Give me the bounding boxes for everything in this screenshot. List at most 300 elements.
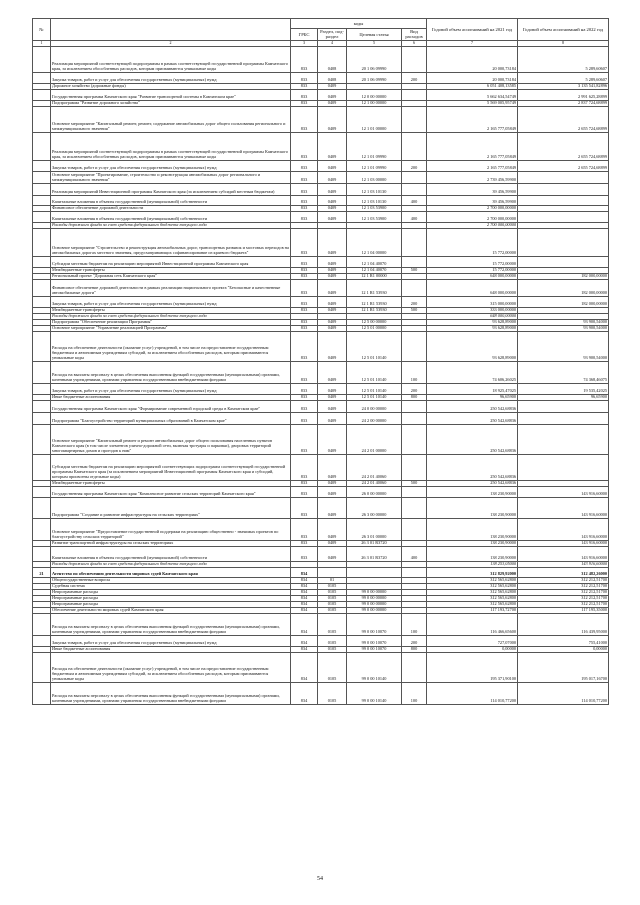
table-row: [33, 400, 609, 412]
row-amount-2022: 114 010,77200: [518, 682, 609, 704]
row-razdel: 0409: [318, 273, 347, 279]
row-description: Капитальные вложения в объекты государственной (муниципальной) собственности: [51, 195, 291, 205]
table-row: [33, 296, 609, 307]
row-target-article: 12 5 01 00000: [347, 325, 402, 331]
row-grbs: 834: [291, 682, 318, 704]
table-row: [33, 72, 609, 83]
row-number: [33, 486, 51, 497]
row-amount-2021: 5 662 634,54749: [427, 89, 518, 100]
row-razdel: 0409: [318, 454, 347, 480]
row-target-article: 26 0 00 00000: [347, 486, 402, 497]
row-amount-2021: 20 000,73184: [427, 72, 518, 83]
row-target-article: 12 5 01 10140: [347, 331, 402, 361]
row-razdel: 0409: [318, 211, 347, 222]
row-description: Государственная программа Камчатского края "Формирование современной городской среды в Камчатском крае": [51, 400, 291, 412]
row-description: Основное мероприятие "Капитальный ремонт, ремонт, содержание автомобильных дорог общего пользования регионального и межмуниципального значения": [51, 106, 291, 132]
row-description: Расходы дорожного фонда за счет средств федерального бюджета текущего года: [51, 561, 291, 567]
row-grbs: 833: [291, 480, 318, 486]
row-amount-2021: 96,65900: [427, 394, 518, 400]
row-expense-type: [402, 412, 427, 424]
row-amount-2021: 648 000,00000: [427, 279, 518, 296]
row-description: Подпрограмма "Создание и развитие инфраструктуры на сельских территориях": [51, 497, 291, 518]
col-grbs-header: ГРБС: [291, 29, 318, 41]
row-number: [33, 279, 51, 296]
row-razdel: 0105: [318, 682, 347, 704]
row-number: [33, 183, 51, 195]
row-number: [33, 228, 51, 256]
table-row: [33, 211, 609, 222]
row-number: [33, 546, 51, 561]
row-razdel: 0409: [318, 497, 347, 518]
row-amount-2022: 312 212,51700: [518, 595, 609, 601]
row-target-article: 12 1 04 40070: [347, 256, 402, 267]
row-amount-2022: 143 916,60000: [518, 561, 609, 567]
row-description: Межбюджетные трансферты: [51, 267, 291, 273]
row-razdel: 0409: [318, 383, 347, 394]
row-number: [33, 72, 51, 83]
row-expense-type: 200: [402, 160, 427, 171]
row-razdel: 0409: [318, 171, 347, 183]
row-amount-2021: 18 925,47025: [427, 383, 518, 394]
row-razdel: 0409: [318, 195, 347, 205]
row-grbs: 833: [291, 256, 318, 267]
row-grbs: 834: [291, 583, 318, 589]
row-target-article: 99 0 00 00000: [347, 589, 402, 595]
row-grbs: 833: [291, 540, 318, 546]
row-amount-2021: 2 739 456,59900: [427, 171, 518, 183]
row-grbs: 834: [291, 607, 318, 613]
row-amount-2021: 138 230,90000: [427, 540, 518, 546]
row-amount-2021: 138 230,90000: [427, 497, 518, 518]
row-grbs: 833: [291, 383, 318, 394]
row-description: Непрограммные расходы: [51, 589, 291, 595]
table-row: [33, 682, 609, 704]
table-row: [33, 361, 609, 383]
row-expense-type: [402, 331, 427, 361]
row-amount-2022: 182 000,00000: [518, 279, 609, 296]
row-amount-2021: 250 542,68836: [427, 424, 518, 454]
row-target-article: 12 1 00 00000: [347, 100, 402, 106]
row-grbs: 834: [291, 652, 318, 682]
row-amount-2021: 2 165 777,05849: [427, 106, 518, 132]
row-grbs: 833: [291, 89, 318, 100]
row-expense-type: 800: [402, 646, 427, 652]
row-expense-type: [402, 171, 427, 183]
row-amount-2021: 138 253,05000: [427, 561, 518, 567]
row-razdel: 0409: [318, 394, 347, 400]
row-description: Подпрограмма "Развитие дорожного хозяйства": [51, 100, 291, 106]
table-row: [33, 195, 609, 205]
row-grbs: 833: [291, 273, 318, 279]
row-razdel: 0409: [318, 518, 347, 540]
row-grbs: 834: [291, 613, 318, 635]
row-target-article: 12 1 04 00000: [347, 228, 402, 256]
row-amount-2021: 250 542,68836: [427, 412, 518, 424]
row-razdel: 0409: [318, 361, 347, 383]
row-target-article: 12 1 R1 53930: [347, 296, 402, 307]
row-amount-2022: [518, 183, 609, 195]
row-razdel: 0409: [318, 319, 347, 325]
row-target-article: 12 1 R1 53930: [347, 307, 402, 313]
row-description: Межбюджетные трансферты: [51, 307, 291, 313]
row-razdel: 0409: [318, 183, 347, 195]
row-number: [33, 682, 51, 704]
row-amount-2022: [518, 412, 609, 424]
row-number: [33, 195, 51, 205]
row-amount-2022: 2 655 724,68899: [518, 160, 609, 171]
row-expense-type: [402, 228, 427, 256]
row-target-article: 12 5 01 10140: [347, 394, 402, 400]
row-expense-type: 100: [402, 682, 427, 704]
row-target-article: 12 1 01 09990: [347, 132, 402, 160]
row-amount-2022: 93 900,54000: [518, 325, 609, 331]
row-grbs: 833: [291, 195, 318, 205]
row-expense-type: [402, 567, 427, 577]
col-name-header: [51, 19, 291, 41]
row-razdel: 0105: [318, 601, 347, 607]
row-razdel: 0105: [318, 589, 347, 595]
row-razdel: 0409: [318, 296, 347, 307]
row-target-article: 12 1 R1 53930: [347, 279, 402, 296]
row-amount-2022: 143 916,60000: [518, 486, 609, 497]
row-target-article: 24 0 00 00000: [347, 400, 402, 412]
row-grbs: 833: [291, 100, 318, 106]
row-grbs: 833: [291, 171, 318, 183]
row-amount-2022: 19 535,42025: [518, 383, 609, 394]
row-amount-2021: 312 565,62800: [427, 577, 518, 583]
col-csr-header: Целевая статья: [347, 29, 402, 41]
row-description: Подпрограмма "Обеспечение реализации Программы": [51, 319, 291, 325]
row-description: Расходы на выплаты персоналу в целях обеспечения выполнения функций государственными (муниципальными) органами, казенными учреждениями, органами управления государственными внебюджетными фондами: [51, 613, 291, 635]
row-amount-2021: 93 628,89000: [427, 325, 518, 331]
table-row: [33, 497, 609, 518]
row-grbs: 834: [291, 577, 318, 583]
row-razdel: 0409: [318, 540, 347, 546]
colnum: 4: [318, 40, 347, 46]
table-row: [33, 228, 609, 256]
row-target-article: 99 0 00 10070: [347, 635, 402, 646]
row-amount-2021: 117 193,72700: [427, 607, 518, 613]
row-amount-2021: 39 456,59900: [427, 183, 518, 195]
row-amount-2022: 312 212,51700: [518, 577, 609, 583]
row-grbs: 833: [291, 160, 318, 171]
row-target-article: [347, 567, 402, 577]
row-amount-2022: 117 195,35000: [518, 607, 609, 613]
row-grbs: 833: [291, 361, 318, 383]
row-description: Закупка товаров, работ и услуг для обеспечения государственных (муниципальных) нужд: [51, 635, 291, 646]
row-grbs: 833: [291, 325, 318, 331]
row-grbs: 834: [291, 595, 318, 601]
row-grbs: 833: [291, 518, 318, 540]
row-expense-type: [402, 279, 427, 296]
table-row: [33, 613, 609, 635]
table-row: [33, 486, 609, 497]
row-expense-type: [402, 256, 427, 267]
row-amount-2022: 182 000,00000: [518, 296, 609, 307]
row-amount-2022: 312 482,26000: [518, 567, 609, 577]
row-expense-type: 500: [402, 307, 427, 313]
row-grbs: 833: [291, 319, 318, 325]
row-amount-2022: 143 916,60000: [518, 518, 609, 540]
table-row: [33, 567, 609, 577]
table-row: [33, 652, 609, 682]
row-razdel: 0105: [318, 607, 347, 613]
row-target-article: 26 3 01 00000: [347, 518, 402, 540]
row-grbs: 833: [291, 211, 318, 222]
row-description: Реализация мероприятий Инвестиционной программы Камчатского края (за исключением субсидий местным бюджетам): [51, 183, 291, 195]
row-amount-2021: 727,07000: [427, 635, 518, 646]
row-description: Субсидии местным бюджетам на реализацию мероприятий соответствующих подпрограмм соответствующей государственной программы Камчатского края (за исключением мероприятий Инвестиционной программы Камчатского края и субсидий, которым присвоены отдельные коды): [51, 454, 291, 480]
row-description: Закупка товаров, работ и услуг для обеспечения государственных (муниципальных) нужд: [51, 383, 291, 394]
row-description: Региональный проект "Дорожная сеть Камчатского края": [51, 273, 291, 279]
row-amount-2021: 2 700 000,00000: [427, 222, 518, 228]
row-grbs: 833: [291, 83, 318, 89]
row-razdel: 0409: [318, 546, 347, 561]
col-num-header: №: [33, 19, 51, 41]
row-expense-type: [402, 89, 427, 100]
row-target-article: 26 3 00 00000: [347, 497, 402, 518]
row-amount-2021: 116 466,65600: [427, 613, 518, 635]
row-amount-2021: 0,00000: [427, 646, 518, 652]
row-grbs: 833: [291, 296, 318, 307]
row-razdel: 0105: [318, 583, 347, 589]
row-amount-2022: [518, 195, 609, 205]
row-description: Государственная программа Камчатского края "Развитие транспортной системы в Камчатском крае": [51, 89, 291, 100]
row-expense-type: [402, 518, 427, 540]
row-razdel: 0409: [318, 279, 347, 296]
row-amount-2021: 333 000,00000: [427, 307, 518, 313]
row-description: Основное мероприятие "Капитальный ремонт и ремонт автомобильных дорог общего пользования населенных пунктов Камчатского края (в том числе элементов улично-дорожной сети, включая тротуары и парковки), дворовых территорий многоквартирных домов и проездов к ним": [51, 424, 291, 454]
row-razdel: 0105: [318, 613, 347, 635]
row-amount-2022: [518, 400, 609, 412]
table-row: [33, 132, 609, 160]
row-amount-2022: 0,00000: [518, 646, 609, 652]
row-number: [33, 652, 51, 682]
row-target-article: 12 0 00 00000: [347, 89, 402, 100]
row-amount-2022: [518, 256, 609, 267]
table-row: [33, 256, 609, 267]
table-row: [33, 160, 609, 171]
row-grbs: 833: [291, 454, 318, 480]
row-amount-2021: 15 772,00000: [427, 267, 518, 273]
table-row: [33, 89, 609, 100]
row-number: [33, 331, 51, 361]
row-number: [33, 454, 51, 480]
row-amount-2021: 312 829,92000: [427, 567, 518, 577]
col-razdel-header: Раздел, под-раздел: [318, 29, 347, 41]
row-razdel: 0409: [318, 307, 347, 313]
row-amount-2022: 2 655 724,68899: [518, 132, 609, 160]
row-number: [33, 613, 51, 635]
row-description: Капитальные вложения в объекты государственной (муниципальной) собственности: [51, 211, 291, 222]
table-row: [33, 518, 609, 540]
row-grbs: 833: [291, 400, 318, 412]
row-amount-2022: 143 916,60000: [518, 540, 609, 546]
row-number: [33, 46, 51, 72]
row-expense-type: [402, 132, 427, 160]
colnum: 2: [51, 40, 291, 46]
row-amount-2021: 93 628,89000: [427, 319, 518, 325]
row-description: Закупка товаров, работ и услуг для обеспечения государственных (муниципальных) нужд: [51, 72, 291, 83]
row-amount-2022: 93 900,54000: [518, 331, 609, 361]
row-amount-2021: 39 456,59900: [427, 195, 518, 205]
row-amount-2021: 5 569 005,95749: [427, 100, 518, 106]
row-expense-type: 200: [402, 383, 427, 394]
row-expense-type: [402, 486, 427, 497]
row-description: Основное мероприятие "Проектирование, строительство и реконструкция автомобильных дорог регионального и межмуниципального значения": [51, 171, 291, 183]
row-description: Непрограммные расходы: [51, 595, 291, 601]
row-grbs: 833: [291, 72, 318, 83]
row-expense-type: 500: [402, 480, 427, 486]
row-razdel: 0409: [318, 160, 347, 171]
row-number: [33, 211, 51, 222]
row-grbs: 833: [291, 307, 318, 313]
row-razdel: 0409: [318, 412, 347, 424]
row-description: Развитие транспортной инфраструктуры на сельских территориях: [51, 540, 291, 546]
row-razdel: 0409: [318, 486, 347, 497]
row-number: [33, 635, 51, 646]
row-expense-type: [402, 400, 427, 412]
row-grbs: 833: [291, 132, 318, 160]
row-expense-type: 400: [402, 195, 427, 205]
row-description: Судебная система: [51, 583, 291, 589]
row-number: [33, 106, 51, 132]
row-target-article: 12 1 04 40070: [347, 267, 402, 273]
row-target-article: 99 0 00 10140: [347, 652, 402, 682]
row-expense-type: 200: [402, 296, 427, 307]
row-amount-2021: 312 565,62800: [427, 589, 518, 595]
row-amount-2021: 2 165 777,05849: [427, 132, 518, 160]
table-row: [33, 46, 609, 72]
row-razdel: 0105: [318, 646, 347, 652]
row-amount-2022: 5 289,60607: [518, 72, 609, 83]
row-number: [33, 497, 51, 518]
row-grbs: 834: [291, 646, 318, 652]
row-description: Иные бюджетные ассигнования: [51, 646, 291, 652]
row-amount-2022: 2 655 724,68899: [518, 106, 609, 132]
row-description: Финансовое обеспечение дорожной деятельности: [51, 205, 291, 211]
row-amount-2022: 755,41000: [518, 635, 609, 646]
row-amount-2021: 93 628,89000: [427, 331, 518, 361]
row-grbs: 833: [291, 394, 318, 400]
row-amount-2021: 315 000,00000: [427, 296, 518, 307]
row-target-article: 99 0 00 00000: [347, 595, 402, 601]
row-number: [33, 412, 51, 424]
row-number: [33, 400, 51, 412]
row-target-article: 12 5 01 10140: [347, 361, 402, 383]
row-razdel: 0409: [318, 106, 347, 132]
row-target-article: 12 1 03 10130: [347, 195, 402, 205]
table-row: [33, 412, 609, 424]
row-target-article: 12 1 01 09990: [347, 160, 402, 171]
table-row: [33, 331, 609, 361]
table-row: [33, 635, 609, 646]
row-amount-2022: [518, 228, 609, 256]
row-expense-type: [402, 497, 427, 518]
row-target-article: 20 1 06 09990: [347, 46, 402, 72]
row-number: [33, 383, 51, 394]
row-expense-type: [402, 424, 427, 454]
row-expense-type: 100: [402, 361, 427, 383]
row-description: Общегосударственные вопросы: [51, 577, 291, 583]
row-amount-2022: [518, 424, 609, 454]
row-number: [33, 160, 51, 171]
row-amount-2022: 312 212,51700: [518, 583, 609, 589]
row-expense-type: [402, 183, 427, 195]
row-description: Подпрограмма "Благоустройство территорий муниципальных образований в Камчатском крае": [51, 412, 291, 424]
colnum: 1: [33, 40, 51, 46]
row-expense-type: 800: [402, 394, 427, 400]
row-amount-2022: 195 017,16700: [518, 652, 609, 682]
colnum: 6: [402, 40, 427, 46]
row-description: Межбюджетные трансферты: [51, 480, 291, 486]
row-expense-type: [402, 46, 427, 72]
row-razdel: 0408: [318, 72, 347, 83]
row-amount-2021: 2 165 777,05849: [427, 160, 518, 171]
row-target-article: 24 2 00 00000: [347, 412, 402, 424]
row-grbs: 833: [291, 412, 318, 424]
row-amount-2021: 250 542,68836: [427, 480, 518, 486]
table-row: [33, 424, 609, 454]
row-description: Расходы дорожного фонда за счет средств федерального бюджета текущего года: [51, 313, 291, 319]
row-target-article: 12 1 01 00000: [347, 106, 402, 132]
row-target-article: 12 5 00 00000: [347, 319, 402, 325]
row-number: [33, 361, 51, 383]
row-amount-2021: 15 772,00000: [427, 256, 518, 267]
row-description: Расходы дорожного фонда за счет средств федерального бюджета текущего года: [51, 222, 291, 228]
row-description: Основное мероприятие "Управление реализацией Программы": [51, 325, 291, 331]
row-description: Закупка товаров, работ и услуг для обеспечения государственных (муниципальных) нужд: [51, 160, 291, 171]
row-amount-2022: 143 916,60000: [518, 546, 609, 561]
row-razdel: 0409: [318, 267, 347, 273]
row-target-article: 12 5 01 10140: [347, 383, 402, 394]
row-target-article: 24 2 01 40060: [347, 454, 402, 480]
row-description: Расходы на обеспечение деятельности (оказание услуг) учреждений, в том числе на предоставление государственным бюджетным и автономным учреждениям субсидий, за исключением обособленных расходов, которым присваиваются уникальные коды: [51, 331, 291, 361]
row-grbs: 833: [291, 424, 318, 454]
row-target-article: 20 1 06 09990: [347, 72, 402, 83]
row-razdel: 0409: [318, 83, 347, 89]
colnum: 7: [427, 40, 518, 46]
row-razdel: 01: [318, 577, 347, 583]
row-expense-type: 500: [402, 267, 427, 273]
row-razdel: 0408: [318, 46, 347, 72]
row-target-article: 99 0 00 10070: [347, 613, 402, 635]
page-number: 54: [317, 876, 323, 882]
row-target-article: 12 1 R1 00000: [347, 273, 402, 279]
row-razdel: 0409: [318, 480, 347, 486]
row-description: Расходы на обеспечение деятельности (оказание услуг) учреждений, в том числе на предоставление государственным бюджетным и автономным учреждениям субсидий, за исключением обособленных расходов, которым присваиваются уникальные коды: [51, 652, 291, 682]
row-amount-2021: 138 230,90000: [427, 518, 518, 540]
table-row: [33, 454, 609, 480]
row-amount-2021: 2 700 000,00000: [427, 205, 518, 211]
row-description: Обеспечение деятельности мировых судей Камчатского края: [51, 607, 291, 613]
row-target-article: 99 0 00 00000: [347, 601, 402, 607]
row-grbs: 833: [291, 205, 318, 211]
row-amount-2022: [518, 171, 609, 183]
colnum: 8: [518, 40, 609, 46]
row-amount-2021: 74 606,26025: [427, 361, 518, 383]
row-razdel: 0409: [318, 400, 347, 412]
row-number: [33, 256, 51, 267]
row-description: Реализация мероприятий соответствующей подпрограммы в рамках соответствующей государственной программы Камчатского края, за исключением обособленных расходов, которым присваиваются уникальные коды: [51, 132, 291, 160]
row-razdel: 0409: [318, 100, 347, 106]
colnum: 3: [291, 40, 318, 46]
row-amount-2021: 195 371,90100: [427, 652, 518, 682]
row-razdel: 0105: [318, 652, 347, 682]
row-amount-2021: 138 230,90000: [427, 486, 518, 497]
row-number: [33, 518, 51, 540]
row-target-article: 99 0 00 00000: [347, 607, 402, 613]
